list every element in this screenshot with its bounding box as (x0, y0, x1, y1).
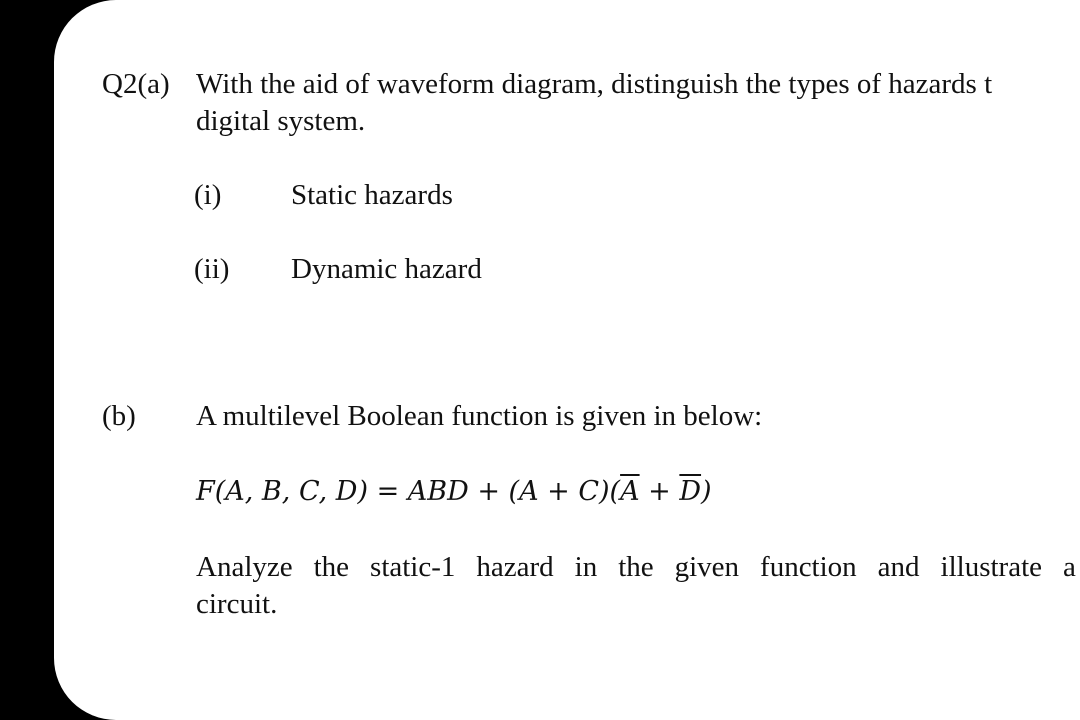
item-i-number: (i) (194, 179, 222, 211)
d-bar: $\overline{D}$ (679, 476, 702, 507)
item-ii-text: Dynamic hazard (291, 253, 482, 285)
question-2b-intro: A multilevel Boolean function is given in below: (196, 400, 763, 432)
item-i-text: Static hazards (291, 179, 453, 211)
word: illustrate (940, 551, 1043, 583)
equation-lhs: F(A, B, C, D) = ABD + (A + C)( (196, 476, 621, 507)
question-2b-analyze-line2: circuit. (196, 588, 278, 620)
question-2b-label: (b) (102, 400, 136, 432)
a-bar: $\overline{A}$ (620, 476, 640, 507)
question-2a-text-line1: With the aid of waveform diagram, distinguish the types of hazards t (196, 68, 993, 100)
word: Analyze (196, 551, 293, 583)
word: the (313, 551, 350, 583)
word: given (674, 551, 740, 583)
word: hazard (476, 551, 554, 583)
word: function (760, 551, 857, 583)
document-page (54, 0, 1080, 720)
question-2b-analyze-line1 (196, 549, 1076, 585)
word: static-1 (370, 551, 456, 583)
question-2a-label: Q2(a) (102, 68, 170, 100)
word: a (1063, 551, 1076, 583)
word: the (618, 551, 654, 583)
equation-close: ) (701, 476, 712, 507)
boolean-equation (196, 474, 712, 510)
item-ii-number: (ii) (194, 253, 230, 285)
word: in (574, 551, 598, 583)
equation-plus: + (639, 476, 680, 507)
word: and (877, 551, 920, 583)
question-2a-text-line2: digital system. (196, 105, 366, 137)
